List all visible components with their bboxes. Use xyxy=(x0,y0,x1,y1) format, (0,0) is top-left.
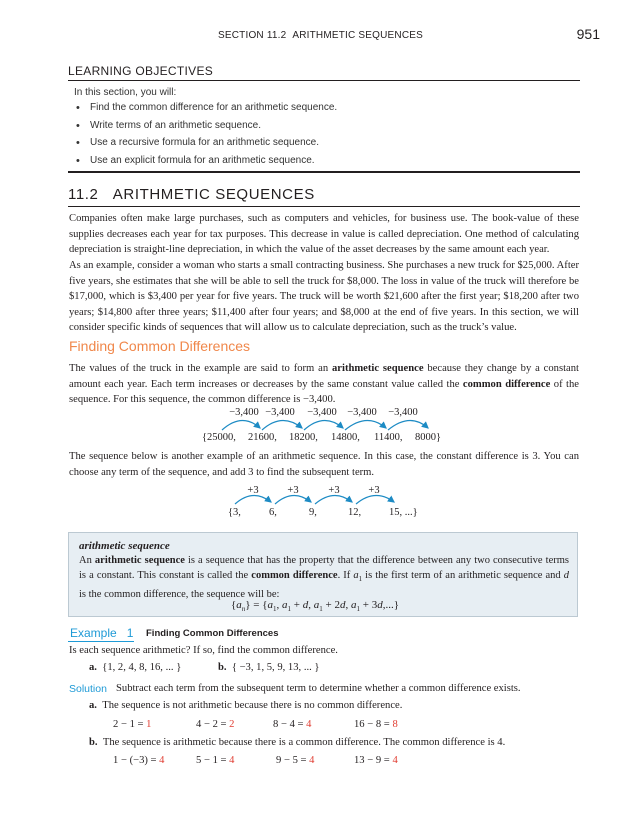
fig2-term: 9, xyxy=(309,507,317,518)
example-question: Is each sequence arithmetic? If so, find the common difference. xyxy=(69,645,338,656)
paragraph-arithmetic-intro: The values of the truck in the example are said to form an arithmetic sequence because they change by a constant amount each year. Each term increases or decreases by the same constant value called the common difference of the sequence. For this sequence, the common difference is −3,400. xyxy=(69,363,579,406)
fig1-diff: −3,400 xyxy=(388,407,418,418)
fig1-term: {25000, xyxy=(202,432,236,443)
objectives-bottom-rule xyxy=(68,171,580,173)
fig2-arrows xyxy=(235,495,394,504)
definition-title: arithmetic sequence xyxy=(79,540,170,552)
solution-label: Solution xyxy=(69,683,107,695)
fig1-term: 11400, xyxy=(374,432,403,443)
figure-depreciation-sequence xyxy=(0,402,630,448)
fig1-diff: −3,400 xyxy=(347,407,377,418)
solution-b-calc: 9 − 5 = 4 xyxy=(276,755,315,766)
objectives-list xyxy=(74,101,337,171)
fig1-arrow xyxy=(262,420,302,430)
objective-item: • Write terms of an arithmetic sequence. xyxy=(74,119,337,137)
solution-part-b: b. The sequence is arithmetic because there is a common difference. The common difference is 4. xyxy=(89,737,506,748)
fig1-term: 8000} xyxy=(415,432,442,443)
fig2-diff: +3 xyxy=(287,485,299,496)
example-rule xyxy=(68,641,134,642)
paragraph-truck-example: As an example, consider a woman who starts a small contracting business. She purchases a new truck for $25,000. After five years, she estimates that she will be able to sell the truck for $8,000. The loss in value of the truck will therefore be $17,000, which is $3,400 per year for five years. The truck will be worth $21,600 after the first year; $18,200 after two years; $14,800 after three years; $11,400 after four years; and $8,000 at the end of five years. In this section, we will consider specific kinds of sequences that will allow us to calculate depreciation, such as the truck’s value. xyxy=(69,260,579,334)
fig2-terms xyxy=(228,507,418,518)
fig2-diff: +3 xyxy=(247,485,259,496)
running-section: SECTION 11.2 xyxy=(218,30,287,41)
fig2-arrow xyxy=(275,495,311,504)
solution-a-calc: 16 − 8 = 8 xyxy=(354,719,398,730)
fig2-arrow xyxy=(235,495,271,504)
definition-term: common difference xyxy=(251,570,338,581)
example-label: Example 1 xyxy=(70,626,134,640)
fig1-term: 21600, xyxy=(248,432,277,443)
objectives-rule xyxy=(68,80,580,81)
section-rule xyxy=(68,206,580,207)
running-head xyxy=(218,30,423,41)
subheading-finding-common-differences: Finding Common Differences xyxy=(69,338,251,354)
fig2-diff: +3 xyxy=(368,485,380,496)
example-part-b: b. { −3, 1, 5, 9, 13, ... } xyxy=(218,662,320,673)
fig1-arrow xyxy=(388,420,428,430)
definition-formula: $\{a_n\} = \{a_1$, $a_1 + d$, $a_1 + 2d$, $a_1 + 3d$,...} xyxy=(231,599,399,614)
fig2-term: 15, ...} xyxy=(389,507,418,518)
fig1-diff-labels xyxy=(229,407,418,418)
fig2-arrow xyxy=(356,495,394,504)
solution-text: Subtract each term from the subsequent term to determine whether a common difference exists. xyxy=(116,683,521,694)
fig1-arrows xyxy=(222,420,428,430)
fig2-arrow xyxy=(315,495,352,504)
example-title: Finding Common Differences xyxy=(146,628,279,639)
fig1-diff: −3,400 xyxy=(307,407,337,418)
objective-item: • Use a recursive formula for an arithmetic sequence. xyxy=(74,136,337,154)
figure-plus-three-sequence xyxy=(0,480,630,520)
fig1-arrow xyxy=(345,420,386,430)
objectives-title: LEARNING OBJECTIVES xyxy=(68,64,214,78)
solution-a-calc: 4 − 2 = 2 xyxy=(196,719,235,730)
paragraph-second-example: The sequence below is another example of an arithmetic sequence. In this case, the constant difference is 3. You can choose any term of the sequence, and add 3 to find the subsequent term. xyxy=(69,451,579,478)
definition-term: arithmetic sequence xyxy=(94,555,185,566)
objective-item: • Use an explicit formula for an arithmetic sequence. xyxy=(74,154,337,172)
term-arithmetic-sequence: arithmetic sequence xyxy=(332,363,424,374)
fig2-term: 12, xyxy=(348,507,362,518)
fig2-diff: +3 xyxy=(328,485,340,496)
fig1-arrow xyxy=(304,420,343,430)
solution-b-calc: 5 − 1 = 4 xyxy=(196,755,235,766)
objectives-intro: In this section, you will: xyxy=(74,87,177,98)
fig2-term: 6, xyxy=(269,507,277,518)
fig1-term: 14800, xyxy=(331,432,360,443)
fig1-diff: −3,400 xyxy=(229,407,259,418)
definition-body: An arithmetic sequence is a sequence that has the property that the difference between any two consecutive terms is a constant. This constant is called the common difference. If $a_1$ is the first term of an arithmetic sequence and d is the common difference, the sequence will be: xyxy=(79,555,569,601)
fig1-diff: −3,400 xyxy=(265,407,295,418)
section-title: ARITHMETIC SEQUENCES xyxy=(112,186,315,203)
section-heading xyxy=(68,186,315,203)
solution-a-calc: 8 − 4 = 4 xyxy=(273,719,312,730)
solution-b-calc: 1 − (−3) = 4 xyxy=(113,755,165,766)
fig1-arrow xyxy=(222,420,260,430)
solution-b-calc: 13 − 9 = 4 xyxy=(354,755,398,766)
fig2-term: {3, xyxy=(228,507,241,518)
term-common-difference: common difference xyxy=(462,378,551,390)
section-number: 11.2 xyxy=(68,186,99,203)
running-title: ARITHMETIC SEQUENCES xyxy=(292,30,424,41)
objective-item: • Find the common difference for an arithmetic sequence. xyxy=(74,101,337,119)
fig1-terms xyxy=(202,432,441,443)
fig1-term: 18200, xyxy=(289,432,318,443)
solution-a-calc: 2 − 1 = 1 xyxy=(113,719,152,730)
example-part-a: a. {1, 2, 4, 8, 16, ... } xyxy=(89,662,182,673)
page-number: 951 xyxy=(576,26,600,42)
paragraph-depreciation: Companies often make large purchases, such as computers and vehicles, for business use. The book-value of these supplies decreases each year for tax purposes. This decrease in value is called depreciation. One method of calculating depreciation is straight-line depreciation, in which the value of the asset decreases by the same amount each year. xyxy=(69,213,579,256)
fig2-diff-labels xyxy=(247,485,379,496)
solution-part-a: a. The sequence is not arithmetic because there is no common difference. xyxy=(89,700,403,711)
